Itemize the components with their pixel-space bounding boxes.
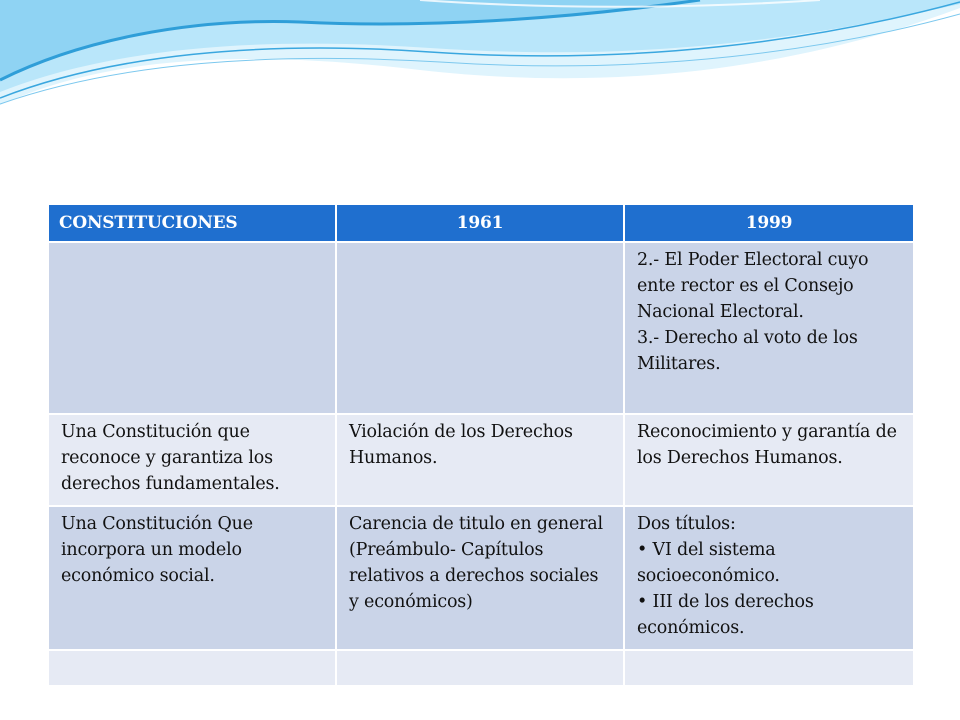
table-cell: [624, 414, 914, 506]
cell-text: Violación de los Derechos Humanos.: [349, 422, 573, 468]
table-row: [48, 650, 914, 686]
header-constituciones: CONSTITUCIONES: [48, 204, 336, 242]
table-cell: [48, 242, 336, 414]
table-row: [48, 506, 914, 650]
bullet-item: • VI del sistema socioeconómico.: [637, 537, 903, 589]
table-cell: [336, 414, 624, 506]
table-row: [48, 414, 914, 506]
comparison-table: [47, 203, 915, 687]
cell-text: Dos títulos:: [637, 514, 736, 534]
header-wave-decoration: [0, 0, 960, 130]
table-cell: [624, 650, 914, 686]
table-cell: [624, 242, 914, 414]
table-cell: [48, 506, 336, 650]
header-1999: 1999: [624, 204, 914, 242]
table-cell: [624, 506, 914, 650]
table-cell: [336, 650, 624, 686]
cell-text: Carencia de titulo en general (Preámbulo- Capítulos relativos a derechos sociales y económicos): [349, 514, 603, 612]
table-row: [48, 242, 914, 414]
header-1961: 1961: [336, 204, 624, 242]
cell-text: Reconocimiento y garantía de los Derechos Humanos.: [637, 422, 897, 468]
table-header-row: [48, 204, 914, 242]
cell-text: Una Constitución que reconoce y garantiza los derechos fundamentales.: [61, 422, 280, 494]
cell-text: 2.- El Poder Electoral cuyo ente rector es el Consejo Nacional Electoral.: [637, 250, 869, 322]
cell-text: Una Constitución Que incorpora un modelo económico social.: [61, 514, 253, 586]
bullet-item: • III de los derechos económicos.: [637, 589, 903, 641]
table-cell: [336, 242, 624, 414]
table-cell: [48, 650, 336, 686]
cell-text: 3.- Derecho al voto de los Militares.: [637, 328, 858, 374]
table-cell: [336, 506, 624, 650]
table-cell: [48, 414, 336, 506]
